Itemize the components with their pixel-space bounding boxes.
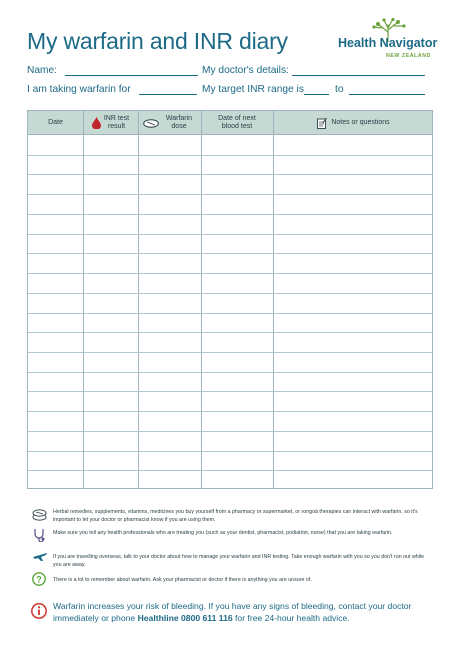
airplane-icon xyxy=(32,550,48,562)
header-notes: Notes or questions xyxy=(273,111,434,135)
table-row xyxy=(28,253,432,254)
tip-ask-pharmacist: There is a lot to remember about warfarin. Ask your pharmacist or doctor if there is anything you are unsure of. xyxy=(53,577,312,583)
taking-label: I am taking warfarin for xyxy=(27,84,131,95)
header-date: Date xyxy=(48,119,63,126)
table-row xyxy=(28,391,432,392)
target-label: My target INR range is xyxy=(202,84,304,95)
notepad-icon xyxy=(317,118,327,129)
question-icon xyxy=(32,572,46,586)
health-navigator-logo xyxy=(336,18,448,66)
logo-subtitle: NEW ZEALAND xyxy=(386,53,431,59)
doctor-label: My doctor's details: xyxy=(202,65,289,76)
header-next-test: Date of next blood test xyxy=(218,115,256,130)
tip-health-professionals: Make sure you tell any health professionals who are treating you (such as your dentist, pharmacist, podiatrist, nurse) that you are taking warfarin. xyxy=(53,530,393,536)
taking-field[interactable] xyxy=(139,94,197,95)
table-row xyxy=(28,293,432,294)
warfarin-target-row xyxy=(27,84,433,98)
header-dose: Warfarin dose xyxy=(138,111,201,135)
table-row xyxy=(28,372,432,373)
name-doctor-row xyxy=(27,65,433,79)
table-row xyxy=(28,313,432,314)
page-title: My warfarin and INR diary xyxy=(27,28,288,54)
table-row xyxy=(28,411,432,412)
diary-table xyxy=(27,110,433,489)
healthline-number[interactable]: Healthline 0800 611 116 xyxy=(137,613,233,623)
table-row xyxy=(28,352,432,353)
table-header xyxy=(28,111,432,135)
stethoscope-icon xyxy=(32,528,46,542)
tip-travel: If you are travelling overseas, talk to your doctor about how to manage your warfarin and INR testing. Take enough warfarin with you so you don't run out while you are away. xyxy=(53,554,425,568)
table-row xyxy=(28,155,432,156)
table-row xyxy=(28,214,432,215)
target-min-field[interactable] xyxy=(304,94,329,95)
table-row xyxy=(28,194,432,195)
svg-text:?: ? xyxy=(36,574,42,585)
name-label: Name: xyxy=(27,65,58,76)
tip-supplements: Herbal remedies, supplements, vitamins, medicines you buy yourself from a pharmacy or supermarket, or rongoā therapies can interact with warfarin, so it's important to let your doctor or pharmacist know if you are using them. xyxy=(53,509,418,523)
to-label: to xyxy=(335,84,344,95)
bleeding-warning: Warfarin increases your risk of bleeding. If you have any signs of bleeding, contact your doctor immediately or phone Healthline 0800 611 116 for free 24-hour health advice. xyxy=(53,601,412,623)
blood-drop-icon xyxy=(92,117,101,129)
table-row xyxy=(28,273,432,274)
header-inr: INR test result xyxy=(83,111,138,135)
table-row xyxy=(28,451,432,452)
logo-wordmark: Health Navigator xyxy=(338,36,438,50)
table-row xyxy=(28,234,432,235)
warning-icon xyxy=(31,603,47,619)
table-row xyxy=(28,174,432,175)
pill-icon xyxy=(143,119,159,128)
table-row xyxy=(28,431,432,432)
table-row xyxy=(28,470,432,471)
target-max-field[interactable] xyxy=(349,94,425,95)
pills-icon xyxy=(32,508,47,521)
doctor-field[interactable] xyxy=(292,75,425,76)
name-field[interactable] xyxy=(65,75,198,76)
table-row xyxy=(28,332,432,333)
